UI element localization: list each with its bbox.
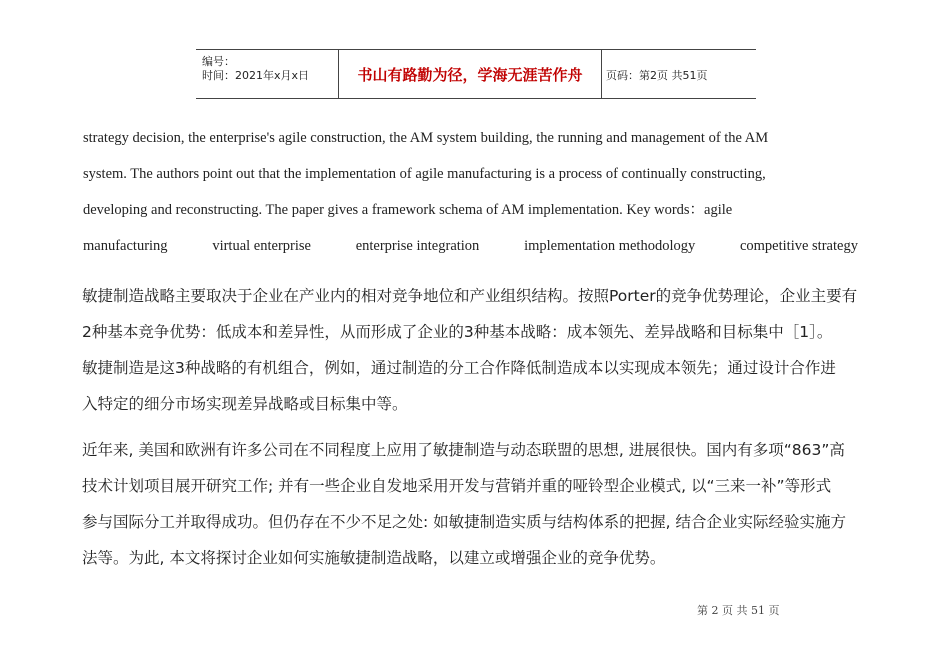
header-meta-cell — [196, 50, 338, 98]
keyword: competitive strategy — [739, 238, 858, 254]
abstract-line: strategy decision, the enterprise's agile construction, the AM system building, the running and management of the AM — [83, 130, 769, 146]
paragraph-background — [82, 432, 872, 576]
paragraph-competitive-strategy — [82, 278, 872, 422]
motto-text: 书山有路勤为径，学海无涯苦作舟 — [357, 66, 583, 84]
keyword: manufacturing — [83, 238, 168, 254]
paragraph-line: 参与国际分工并取得成功。但仍存在不少不足之处: 如敏捷制造实质与结构体系的把握, 结合企业实际经验实施方 — [82, 513, 847, 531]
paragraph-line: 近年来, 美国和欧洲有许多公司在不同程度上应用了敏捷制造与动态联盟的思想, 进展很快。国内有多项“863”高 — [82, 441, 845, 459]
header-motto-cell — [338, 50, 602, 98]
paragraph-line: 法等。为此, 本文将探讨企业如何实施敏捷制造战略，以建立或增强企业的竞争优势。 — [82, 549, 666, 567]
paragraph-line: 技术计划项目展开研究工作; 并有一些企业自发地采用开发与营销并重的哑铃型企业模式, 以“三来一补”等形式 — [82, 477, 832, 495]
paragraph-line: 敏捷制造战略主要取决于企业在产业内的相对竞争地位和产业组织结构。按照Porter的竞争优势理论，企业主要有 — [82, 287, 858, 305]
number-label: 编号： — [202, 55, 235, 68]
keyword: enterprise integration — [355, 238, 480, 254]
abstract-line: developing and reconstructing. The paper gives a framework schema of AM implementation. Key words：agile — [83, 202, 733, 218]
keywords-line — [83, 228, 858, 264]
paragraph-line: 敏捷制造是这3种战略的有机组合，例如，通过制造的分工合作降低制造成本以实现成本领先；通过设计合作进 — [82, 359, 836, 377]
page-footer: 第 2 页 共 51 页 — [697, 604, 780, 617]
keyword: virtual enterprise — [212, 238, 311, 254]
header-page-cell — [600, 50, 756, 98]
paragraph-line: 2种基本竞争优势：低成本和差异性，从而形成了企业的3种基本战略：成本领先、差异战略和目标集中［1］。 — [82, 323, 833, 341]
abstract-line: system. The authors point out that the implementation of agile manufacturing is a process of continually constructing, — [83, 166, 766, 182]
page-header — [196, 49, 756, 99]
page-info: 页码：第2页 共51页 — [606, 69, 708, 82]
abstract-text — [83, 120, 858, 264]
paragraph-line: 入特定的细分市场实现差异战略或目标集中等。 — [82, 395, 408, 413]
time-label: 时间：2021年x月x日 — [202, 69, 310, 82]
keyword: implementation methodology — [524, 238, 696, 254]
